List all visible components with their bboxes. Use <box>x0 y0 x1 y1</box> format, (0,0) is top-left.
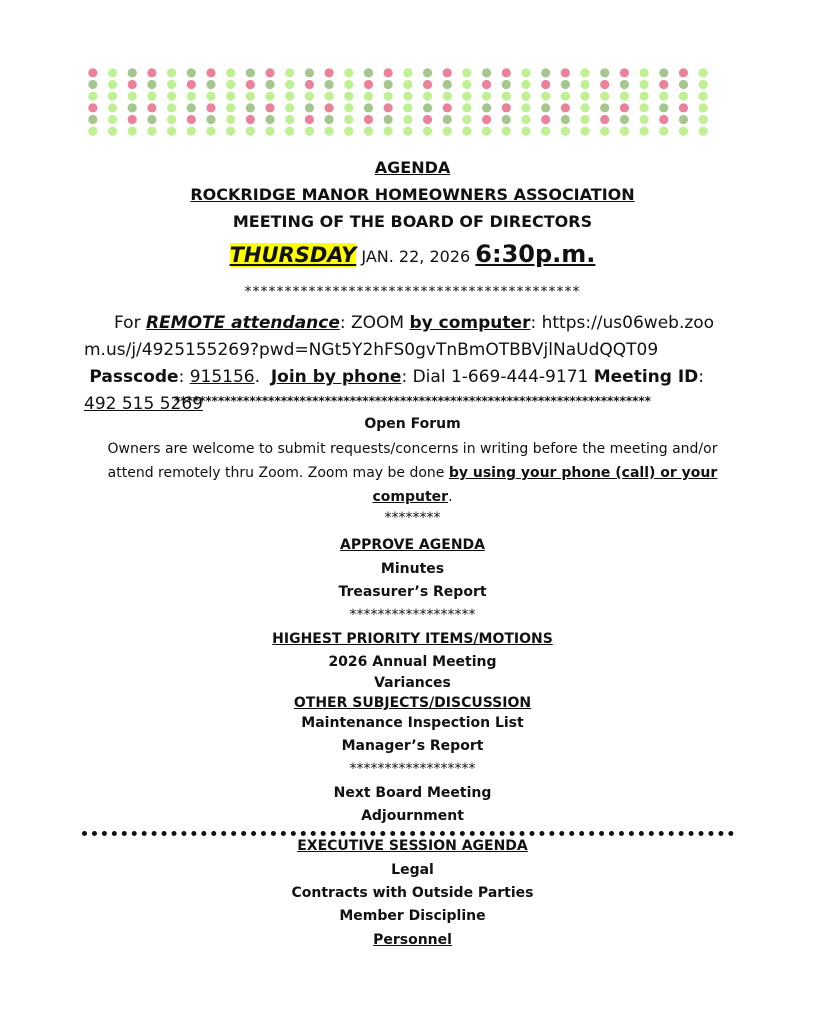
banner-dot <box>580 127 589 136</box>
banner-dot <box>423 127 432 136</box>
banner-dot <box>561 127 570 136</box>
meeting-id-label: Meeting ID <box>593 367 699 387</box>
banner-dot <box>305 68 314 77</box>
banner-dot <box>128 92 137 101</box>
banner-dot <box>659 68 668 77</box>
banner-dot <box>699 127 708 136</box>
open-forum-text <box>92 437 733 509</box>
banner-dot <box>462 68 471 77</box>
banner-dot <box>580 68 589 77</box>
banner-dot <box>88 80 97 89</box>
banner-dot <box>344 80 353 89</box>
banner-dot <box>167 68 176 77</box>
banner-dot <box>88 92 97 101</box>
forum-body: Owners are welcome to submit requests/concerns in writing before the meeting and/or attend remotely thru Zoom. Zoom may be done <box>107 441 718 481</box>
banner-dot <box>462 127 471 136</box>
banner-dot <box>502 103 511 112</box>
banner-dot <box>600 103 609 112</box>
banner-dot <box>88 103 97 112</box>
banner-dot <box>206 127 215 136</box>
banner-dot <box>462 103 471 112</box>
banner-dot <box>147 80 156 89</box>
banner-dot <box>600 127 609 136</box>
banner-dot <box>88 115 97 124</box>
banner-dot <box>167 127 176 136</box>
banner-dot <box>187 103 196 112</box>
banner-dot <box>423 92 432 101</box>
banner-dot <box>659 92 668 101</box>
treasurer-report-item: Treasurer’s Report <box>338 584 487 600</box>
banner-dot <box>147 103 156 112</box>
banner-dot <box>659 115 668 124</box>
banner-dot <box>561 115 570 124</box>
banner-dot <box>108 127 117 136</box>
banner-dot <box>659 127 668 136</box>
banner-dot <box>108 80 117 89</box>
banner-dot <box>167 103 176 112</box>
by-computer-label: by computer <box>409 313 531 333</box>
banner-dot <box>502 80 511 89</box>
passcode-label: Passcode <box>89 367 179 387</box>
banner-dot <box>206 103 215 112</box>
banner-dot <box>403 80 412 89</box>
banner-dot <box>679 115 688 124</box>
banner-dot <box>699 103 708 112</box>
banner-dot <box>403 127 412 136</box>
banner-dot <box>88 68 97 77</box>
banner-dot <box>600 80 609 89</box>
banner-dot <box>384 68 393 77</box>
banner-dot <box>187 127 196 136</box>
variances-item: Variances <box>374 675 451 691</box>
banner-dot <box>364 115 373 124</box>
banner-dot <box>324 103 333 112</box>
banner-dot <box>699 115 708 124</box>
member-discipline-item: Member Discipline <box>339 908 486 924</box>
banner-dot <box>403 68 412 77</box>
executive-session-title: EXECUTIVE SESSION AGENDA <box>297 838 528 854</box>
banner-dot <box>226 68 235 77</box>
banner-dot <box>600 92 609 101</box>
banner-dot <box>443 68 452 77</box>
banner-dot <box>187 80 196 89</box>
banner-dot <box>659 80 668 89</box>
banner-dot <box>620 68 629 77</box>
banner-dot <box>147 92 156 101</box>
banner-dot <box>443 103 452 112</box>
meeting-date: JAN. 22, 2026 <box>361 247 471 266</box>
meeting-id-value: 492 515 5269 <box>84 394 203 414</box>
banner-dot <box>344 103 353 112</box>
banner-dot <box>541 127 550 136</box>
banner-dot <box>364 92 373 101</box>
banner-dot <box>108 68 117 77</box>
banner-dot <box>226 115 235 124</box>
banner-dot <box>482 115 491 124</box>
banner-dot <box>187 115 196 124</box>
banner-dot <box>541 80 550 89</box>
banner-dot <box>384 92 393 101</box>
banner-dot <box>265 127 274 136</box>
banner-dot <box>561 80 570 89</box>
banner-dot <box>639 103 648 112</box>
banner-dot <box>620 127 629 136</box>
banner-dot <box>482 92 491 101</box>
banner-dot <box>521 68 530 77</box>
banner-dot <box>502 127 511 136</box>
banner-dot <box>443 115 452 124</box>
banner-dot <box>265 80 274 89</box>
banner-dot <box>128 80 137 89</box>
banner-dot <box>226 127 235 136</box>
banner-dot <box>679 92 688 101</box>
open-forum-title: Open Forum <box>364 416 461 432</box>
banner-dot <box>561 92 570 101</box>
maintenance-item: Maintenance Inspection List <box>301 715 524 731</box>
stars-divider: ******** <box>384 510 441 526</box>
join-phone-label: Join by phone <box>270 367 402 387</box>
banner-dot <box>620 115 629 124</box>
forum-end: . <box>448 489 453 505</box>
meeting-day: THURSDAY <box>229 243 357 267</box>
banner-dot <box>108 115 117 124</box>
banner-dot <box>541 92 550 101</box>
banner-dot <box>423 80 432 89</box>
banner-dot <box>364 103 373 112</box>
banner-dot <box>580 92 589 101</box>
banner-dot <box>600 115 609 124</box>
banner-dot <box>265 103 274 112</box>
banner-dot <box>324 115 333 124</box>
banner-dot <box>147 68 156 77</box>
banner-dot <box>305 92 314 101</box>
banner-dot <box>521 127 530 136</box>
banner-dot <box>561 103 570 112</box>
banner-dot <box>482 68 491 77</box>
banner-dot <box>206 115 215 124</box>
banner-dot <box>206 68 215 77</box>
banner-dot <box>364 68 373 77</box>
adjournment-item: Adjournment <box>361 808 464 824</box>
banner-dot <box>403 103 412 112</box>
banner-dot <box>502 68 511 77</box>
banner-dot <box>679 127 688 136</box>
banner-dot <box>344 127 353 136</box>
banner-dot <box>580 115 589 124</box>
banner-dot <box>639 80 648 89</box>
banner-dot <box>128 68 137 77</box>
banner-dot <box>305 103 314 112</box>
banner-dot <box>246 92 255 101</box>
banner-dot <box>639 68 648 77</box>
banner-dot <box>167 115 176 124</box>
contracts-item: Contracts with Outside Parties <box>291 885 534 901</box>
dotted-banner <box>83 67 713 137</box>
banner-dot <box>88 127 97 136</box>
banner-dot <box>265 115 274 124</box>
banner-dot <box>147 127 156 136</box>
banner-dot <box>521 92 530 101</box>
section-divider <box>82 831 734 836</box>
banner-dot <box>443 127 452 136</box>
stars-divider: ****************** <box>349 607 476 623</box>
banner-dot <box>285 68 294 77</box>
banner-dot <box>443 80 452 89</box>
banner-dot <box>128 103 137 112</box>
remote-label: REMOTE attendance <box>145 313 340 333</box>
next-meeting-item: Next Board Meeting <box>333 785 492 801</box>
banner-dot <box>226 80 235 89</box>
priority-title: HIGHEST PRIORITY ITEMS/MOTIONS <box>272 631 553 647</box>
for-label: For <box>114 313 146 333</box>
banner-dot <box>246 68 255 77</box>
banner-dot <box>639 92 648 101</box>
banner-dot <box>384 103 393 112</box>
banner-dot <box>541 115 550 124</box>
remote-attendance-info: For REMOTE attendance: ZOOM by computer: https://us06web.zoom.us/j/4925155269?pwd=NGt5Y2hFS0gvTnBmOTBBVjlNaUdQQT09 Passcode: 915156. Join by phone: Dial 1-669-444-9171 Meeting ID: 492 515 5269 <box>84 313 715 414</box>
banner-dot <box>384 115 393 124</box>
banner-dot <box>620 80 629 89</box>
banner-dot <box>699 92 708 101</box>
banner-dot <box>324 68 333 77</box>
banner-dot <box>324 127 333 136</box>
banner-dot <box>246 127 255 136</box>
banner-dot <box>462 115 471 124</box>
banner-dot <box>305 127 314 136</box>
banner-dot <box>187 92 196 101</box>
banner-dot <box>384 127 393 136</box>
banner-dot <box>206 92 215 101</box>
banner-dot <box>384 80 393 89</box>
banner-dot <box>128 115 137 124</box>
banner-dot <box>521 115 530 124</box>
stars-divider: **************************************************************************** <box>174 394 651 408</box>
banner-dot <box>403 92 412 101</box>
stars-divider: ****************** <box>349 761 476 777</box>
banner-dot <box>620 103 629 112</box>
banner-dot <box>246 115 255 124</box>
banner-dot <box>639 115 648 124</box>
banner-dot <box>305 80 314 89</box>
banner-dot <box>423 103 432 112</box>
banner-dot <box>600 68 609 77</box>
banner-dot <box>580 103 589 112</box>
agenda-title: AGENDA <box>374 158 451 177</box>
banner-dot <box>679 68 688 77</box>
banner-dot <box>423 115 432 124</box>
association-name: ROCKRIDGE MANOR HOMEOWNERS ASSOCIATION <box>190 185 635 204</box>
banner-dot <box>482 80 491 89</box>
banner-dot <box>502 115 511 124</box>
banner-dot <box>561 68 570 77</box>
banner-dot <box>344 115 353 124</box>
meeting-datetime <box>0 240 825 268</box>
banner-dot <box>344 68 353 77</box>
meeting-time: 6:30p.m. <box>475 240 596 268</box>
banner-dot <box>167 92 176 101</box>
banner-dot <box>226 103 235 112</box>
banner-dot <box>285 103 294 112</box>
banner-dot <box>364 127 373 136</box>
banner-dot <box>128 127 137 136</box>
zoom-url[interactable]: : https://us06web.zoom.us/j/4925155269?pwd=NGt5Y2hFS0gvTnBmOTBBVjlNaUdQQT09 <box>84 313 715 360</box>
banner-dot <box>541 68 550 77</box>
banner-dot <box>620 92 629 101</box>
passcode-value: 915156 <box>189 367 255 387</box>
zoom-label: : ZOOM <box>339 313 410 333</box>
manager-report-item: Manager’s Report <box>341 738 484 754</box>
banner-dot <box>344 92 353 101</box>
banner-dot <box>305 115 314 124</box>
banner-dot <box>502 92 511 101</box>
banner-dot <box>639 127 648 136</box>
banner-dot <box>324 80 333 89</box>
banner-dot <box>147 115 156 124</box>
annual-meeting-item: 2026 Annual Meeting <box>328 654 497 670</box>
banner-dot <box>403 115 412 124</box>
legal-item: Legal <box>391 862 434 878</box>
banner-dot <box>521 103 530 112</box>
banner-dot <box>541 103 550 112</box>
banner-dot <box>364 80 373 89</box>
minutes-item: Minutes <box>380 561 445 577</box>
banner-dot <box>226 92 235 101</box>
banner-dot <box>699 68 708 77</box>
banner-dot <box>285 92 294 101</box>
banner-dot <box>482 127 491 136</box>
banner-dot <box>285 115 294 124</box>
stars-divider: ****************************************** <box>244 284 581 300</box>
other-subjects-title: OTHER SUBJECTS/DISCUSSION <box>293 695 532 711</box>
banner-dot <box>285 80 294 89</box>
banner-dot <box>482 103 491 112</box>
approve-agenda-title: APPROVE AGENDA <box>340 537 485 553</box>
banner-dot <box>167 80 176 89</box>
banner-dot <box>206 80 215 89</box>
forum-link: by using your phone (call) or your computer <box>372 465 718 505</box>
banner-dot <box>108 103 117 112</box>
banner-dot <box>443 92 452 101</box>
personnel-item: Personnel <box>373 932 452 948</box>
dial-number: : Dial 1-669-444-9171 <box>401 367 594 387</box>
banner-dot <box>699 80 708 89</box>
banner-dot <box>246 80 255 89</box>
banner-dot <box>187 68 196 77</box>
banner-dot <box>521 80 530 89</box>
banner-dot <box>580 80 589 89</box>
banner-dot <box>265 92 274 101</box>
banner-dot <box>265 68 274 77</box>
banner-dot <box>462 92 471 101</box>
meeting-title: MEETING OF THE BOARD OF DIRECTORS <box>232 212 593 231</box>
banner-dot <box>423 68 432 77</box>
banner-dot <box>324 92 333 101</box>
banner-dot <box>679 103 688 112</box>
banner-dot <box>462 80 471 89</box>
banner-dot <box>108 92 117 101</box>
banner-dot <box>679 80 688 89</box>
banner-dot <box>659 103 668 112</box>
banner-dot <box>285 127 294 136</box>
banner-dot <box>246 103 255 112</box>
